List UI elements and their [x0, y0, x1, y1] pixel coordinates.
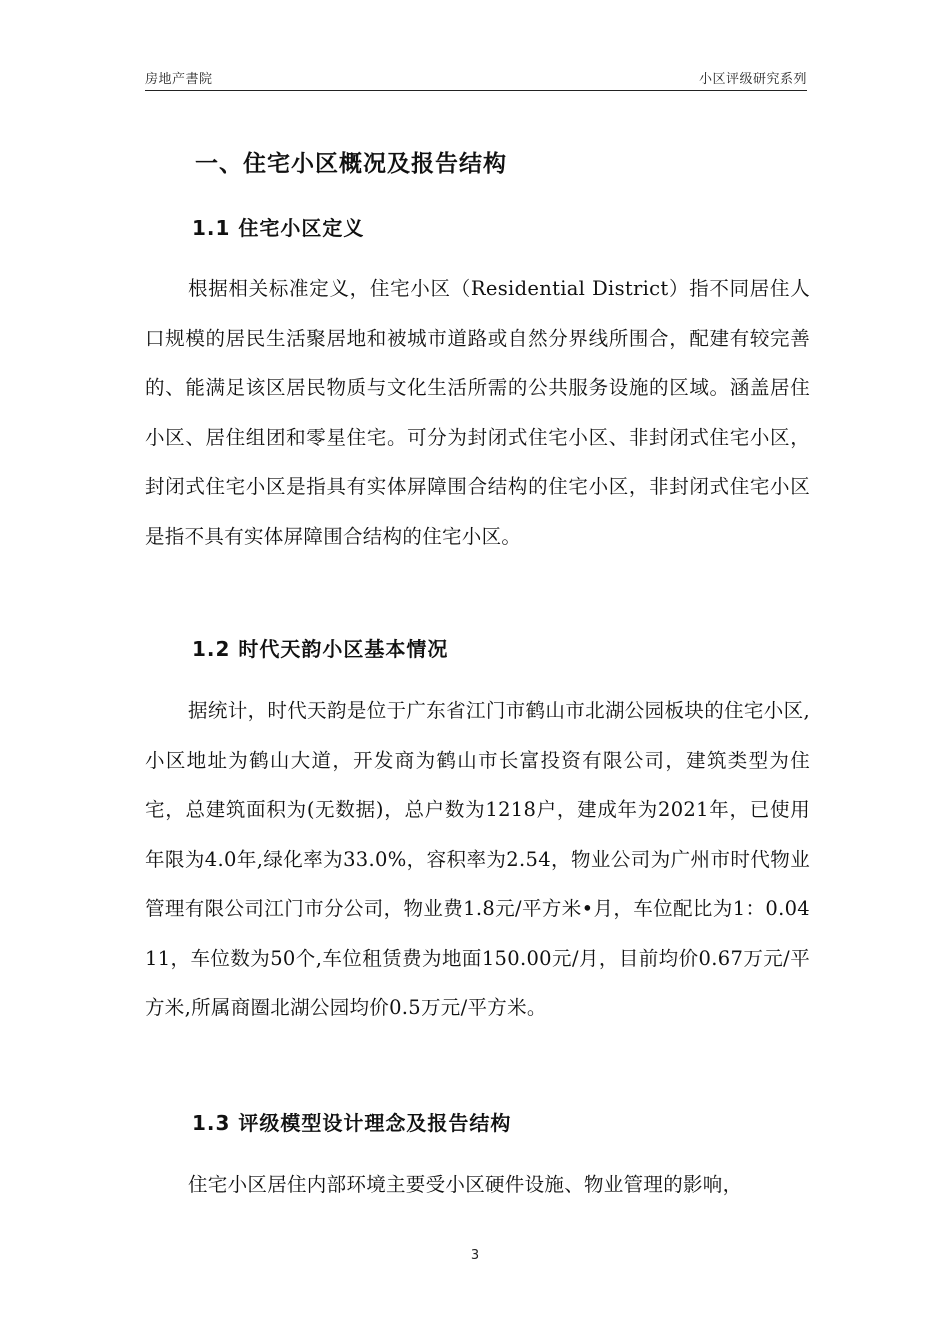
section-heading-1-1: 1.1 住宅小区定义 [192, 216, 365, 240]
paragraph-basic-info: 据统计，时代天韵是位于广东省江门市鹤山市北湖公园板块的住宅小区,小区地址为鹤山大道，开发商为鹤山市长富投资有限公司，建筑类型为住宅，总建筑面积为(无数据)，总户数为1218户，建成年为2021年，已使用年限为4.0年,绿化率为33.0%，容积率为2.54，物业公司为广州市时代物业管理有限公司江门市分公司，物业费1.8元/平方米•月，车位配比为1：0.0411，车位数为50个,车位租赁费为地面150.00元/月，目前均价0.67万元/平方米,所属商圈北湖公园均价0.5万元/平方米。 [145, 699, 810, 1019]
section-heading-1: 一、住宅小区概况及报告结构 [195, 151, 507, 177]
page-header [145, 64, 807, 91]
paragraph-model-design: 住宅小区居住内部环境主要受小区硬件设施、物业管理的影响， [188, 1173, 743, 1196]
header-series-title: 小区评级研究系列 [698, 72, 807, 87]
page-number: 3 [470, 1248, 480, 1263]
section-heading-1-2: 1.2 时代天韵小区基本情况 [192, 637, 449, 661]
paragraph-definition: 根据相关标准定义，住宅小区（Residential District）指不同居住人口规模的居民生活聚居地和被城市道路或自然分界线所围合，配建有较完善的、能满足该区居民物质与文化生活所需的公共服务设施的区域。涵盖居住小区、居住组团和零星住宅。可分为封闭式住宅小区、非封闭式住宅小区，封闭式住宅小区是指具有实体屏障围合结构的住宅小区，非封闭式住宅小区是指不具有实体屏障围合结构的住宅小区。 [145, 277, 810, 548]
section-heading-1-3: 1.3 评级模型设计理念及报告结构 [192, 1111, 512, 1135]
header-publisher: 房地产書院 [145, 72, 213, 87]
